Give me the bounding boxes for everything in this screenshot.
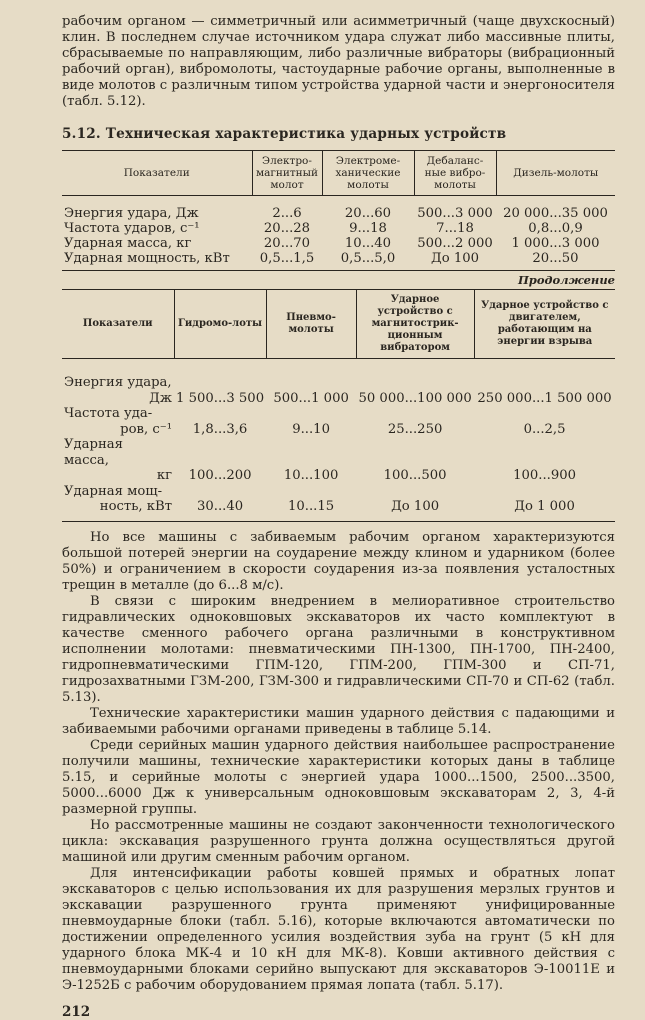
table-cell: 20...28	[263, 221, 311, 236]
table-cell: 0,8...0,9	[528, 221, 583, 236]
table-cell: 100...900	[513, 468, 576, 483]
table-5-12-caption: 5.12. Техническая характеристика ударных устройств	[62, 126, 507, 142]
table-cell: 10...100	[283, 468, 339, 483]
table-cell: 0,5...1,5	[259, 251, 315, 266]
row-label: Энергия удара, Дж	[64, 206, 199, 221]
row-label: Ударная масса, кг	[64, 236, 192, 251]
table-cell: 0...2,5	[523, 421, 566, 437]
row-label-line2: Дж	[149, 390, 172, 406]
table-cell: 20...60	[344, 206, 392, 221]
table-cell: 9...18	[349, 221, 387, 236]
table-cell: 1,8...3,6	[192, 421, 248, 437]
table-cell: 1 500...3 500	[176, 390, 265, 406]
row-label: Частота ударов, с⁻¹	[64, 221, 200, 236]
table-cell: 10...40	[344, 236, 392, 251]
table-row	[62, 406, 615, 437]
table-row	[62, 359, 615, 407]
table-cell: 2...6	[272, 206, 302, 221]
table-cell: До 1 000	[514, 499, 575, 514]
body-paragraph: Среди серийных машин ударного действия наибольшее распространение получили машины, технические характеристики которых даны в таблице 5.15, и серийные молоты с энергией удара 1000...1500, 2500...3500, 5000...6000 Дж к универсальным одноковшовым экскаваторам 2, 3, 4-й размерной группы.	[62, 737, 615, 817]
table-cell: 100...500	[383, 468, 447, 483]
table-row	[62, 484, 615, 522]
table-row	[62, 437, 615, 484]
table-cell: 1 000...3 000	[511, 236, 600, 251]
table-continuation-label: Продолжение	[517, 273, 615, 287]
intro-paragraph: рабочим органом — симметричный или асимметричный (чаще двухскосный) клин. В последнем случае источником удара служат либо массивные плиты, сбрасываемые по направляющим, либо различные вибраторы (вибрационный рабочий орган), вибромолоты, частоударные рабочие органы, выполненные в виде молотов с различным типом устройства ударной части и энергоносителя (табл. 5.12).	[62, 14, 615, 109]
header-magnetostrictive-device: Ударное устройство с магнитострик-ционным вибратором	[356, 290, 474, 359]
header-electromagnetic-hammer: Электро-магнитный молот	[252, 151, 322, 196]
table-cell: До 100	[430, 251, 480, 266]
row-label-line2: кг	[156, 468, 172, 483]
header-electromechanical-hammers: Электроме-ханические молоты	[322, 151, 414, 196]
header-hydraulic-hammers: Гидромо-лоты	[174, 290, 266, 359]
table-5-12	[62, 150, 615, 271]
table-row	[62, 251, 615, 271]
body-paragraph: Но все машины с забиваемым рабочим органом характеризуются большой потерей энергии на соударение между клином и ударником (более 50%) и ограничением в скорости соударения из-за появления усталостных трещин в металле (до 6...8 м/с).	[62, 529, 615, 593]
row-label-line2: ров, с⁻¹	[120, 421, 172, 437]
table-cell: 0,5...5,0	[340, 251, 396, 266]
table-cell: 7...18	[436, 221, 474, 236]
table-row	[62, 196, 615, 222]
row-label-line2: ность, кВт	[99, 499, 172, 514]
table-cell: 500...1 000	[273, 390, 349, 406]
table-cell: 500...3 000	[417, 206, 493, 221]
table-cell: До 100	[391, 499, 440, 514]
table-5-12-header	[62, 151, 615, 196]
table-5-12-continued	[62, 289, 615, 522]
page-number: 212	[62, 1003, 91, 1020]
header-explosion-engine-device: Ударное устройство с двигателем, работающим на энергии взрыва	[474, 290, 615, 359]
row-label	[62, 437, 174, 484]
header-unbalanced-vibrohammers: Дебаланс-ные вибро-молоты	[414, 151, 496, 196]
table-cell: 25...250	[387, 421, 443, 437]
table-cell: 50 000...100 000	[358, 390, 472, 406]
table-cell: 500...2 000	[417, 236, 493, 251]
table-cell: 20...70	[263, 236, 311, 251]
row-label: Ударная мощность, кВт	[64, 251, 230, 266]
table-row	[62, 236, 615, 251]
table-cell: 20 000...35 000	[503, 206, 608, 221]
row-label-line1: Ударная мощ-	[64, 483, 163, 499]
header-indicators: Показатели	[62, 151, 252, 196]
table-cell: 20...50	[532, 251, 579, 266]
table-cell: 100...200	[188, 468, 252, 483]
body-paragraph: Для интенсификации работы ковшей прямых и обратных лопат экскаваторов с целью использования их для разрушения мерзлых грунтов и экскавации разрушенного грунта применяют унифицированные пневмоударные блоки (табл. 5.16), которые включаются автоматически по достижении определенного усилия воздействия зуба на грунт (5 кН для ударного блока МК-4 и 10 кН для МК-8). Ковши активного действия с пневмоударными блоками серийно выпускают для экскаваторов Э-10011Е и Э-1252Б с рабочим оборудованием прямая лопата (табл. 5.17).	[62, 865, 615, 993]
table-row	[62, 221, 615, 236]
header-pneumatic-hammers: Пневмо-молоты	[266, 290, 356, 359]
header-diesel-hammers: Дизель-молоты	[496, 151, 615, 196]
row-label-line1: Частота уда-	[64, 406, 153, 421]
table-cell: 30...40	[196, 499, 244, 514]
header-indicators: Показатели	[62, 290, 174, 359]
row-label-line1: Ударная масса,	[64, 437, 123, 468]
table-cell: 10...15	[288, 499, 335, 514]
row-label	[62, 484, 174, 522]
row-label	[62, 359, 174, 407]
row-label	[62, 406, 174, 437]
table-cell: 250 000...1 500 000	[477, 390, 612, 406]
body-paragraph: Технические характеристики машин ударного действия с падающими и забиваемыми рабочими органами приведены в таблице 5.14.	[62, 705, 615, 737]
row-label-line1: Энергия удара,	[64, 375, 172, 390]
body-paragraph: Но рассмотренные машины не создают законченности технологического цикла: экскавация разрушенного грунта должна осуществляться другой машиной или другим сменным рабочим органом.	[62, 817, 615, 865]
table-5-12-continued-header	[62, 290, 615, 359]
body-paragraph: В связи с широким внедрением в мелиоративное строительство гидравлических одноковшовых экскаваторов их часто комплектуют в качестве сменного рабочего органа различными в конструктивном исполнении молотами: пневматическими ПН-1300, ПН-1700, ПН-2400, гидропневматическими ГПМ-120, ГПМ-200, ГПМ-300 и СП-71, гидрозахватными ГЗМ-200, ГЗМ-300 и гидравлическими СП-70 и СП-62 (табл. 5.13).	[62, 593, 615, 705]
table-cell: 9...10	[292, 421, 330, 437]
